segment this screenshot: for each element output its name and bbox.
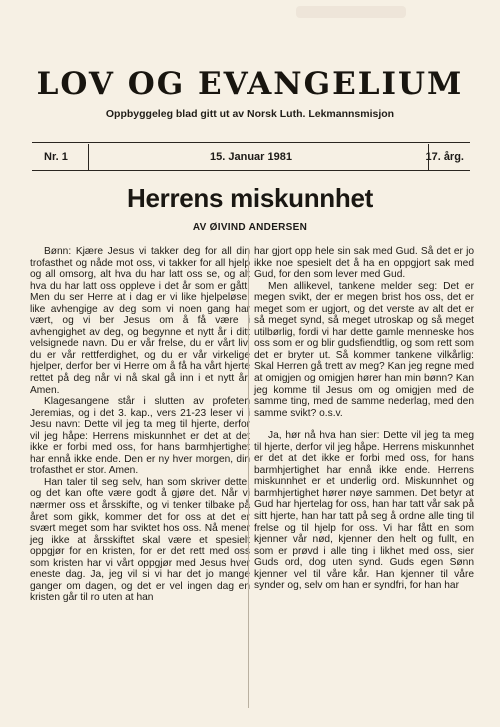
- article-byline: AV ØIVIND ANDERSEN: [192, 222, 308, 233]
- article-title: Herrens miskunnhet: [126, 183, 373, 213]
- article-paragraph: Han taler til seg selv, han som skriver dette, og det kan ofte være godt å gjøre det. Når vi nærmer oss et årsskifte, og vi tenker tilbake på året som gikk, kommer det for oss at det er svært meget som har sviktet hos oss. Nå mener jeg ikke at årsskiftet skal være et spesielt oppgjør for en kristen, for er det rett med oss som kristen har vi vårt oppgjør med Jesus hver eneste dag. Ja, jeg vil si vi har det jo mange ganger om dagen, og det er vel ingen dag en kristen går til ro uten at han: [30, 476, 250, 604]
- article-column-right: [254, 246, 474, 592]
- article-paragraph: Men allikevel, tankene melder seg: Det er megen svikt, der er megen brist hos oss, det er meget som er ugjort, og det verste av alt det er så meget synd, så meget utroskap og så meget utilbørlig, fordi vi har dette gamle menneske hos oss som er og blir gudsfiendtlig, og som rett som det er bryter ut. Så kommer tankene vilkårlig: Skal Herren gå trett av meg? Kan jeg regne med at omigjen og omigjen hører han min bønn? Kan jeg komme til Jesus om og omigjen med de samme ting, med de samme nederlag, med den samme svikt? o.s.v.: [254, 280, 474, 419]
- issue-date: 15. Januar 1981: [210, 151, 292, 163]
- issue-bar-top-rule: [32, 142, 470, 143]
- article-paragraph: Bønn: Kjære Jesus vi takker deg for all din trofasthet og nåde mot oss, vi takker for all hjelp og all omsorg, alt hva du har latt oss se, og alt hva du har latt oss oppleve i det år som er gått. Men du ser Herre at i dag er vi like hjelpeløse, like avhengige av deg som vi noen gang har vært, og vi ber Jesus om å få være i avhengighet av deg, og begynne et nytt år i ditt velsignede navn. Du er vår frelse, du er vårt liv, du er vår rettferdighet, og du er vår virkelige hjelper, derfor ber vi Herre om å få ha vårt hjerte rettet på deg når vi nå skal gå inn i et nytt år. Amen.: [30, 246, 250, 396]
- article-paragraph: Klagesangene står i slutten av profeten Jeremias, og i det 3. kap., vers 21-23 leser vi i Jesu navn: Dette vil jeg ta meg til hjerte, derfor vil jeg håpe: Herrens miskunnhet er det at det ikke er forbi med oss, for hans barmhjertighet har ennå ikke ende. Den er ny hver morgen, din trofasthet er stor. Amen.: [30, 396, 250, 477]
- issue-volume: 17. årg.: [425, 151, 464, 163]
- print-smudge: [296, 6, 406, 18]
- column-divider: [248, 248, 249, 708]
- article-paragraph: har gjort opp hele sin sak med Gud. Så det er jo ikke noe spesielt det å ha en oppgjort sak med Gud, for den som lever med Gud.: [254, 246, 474, 281]
- issue-bar-bottom-rule: [32, 170, 470, 171]
- issue-bar: [32, 144, 470, 170]
- article-paragraph: Ja, hør nå hva han sier: Dette vil jeg ta meg til hjerte, derfor vil jeg håpe. Herrens miskunnhet er det at det ikke er forbi med oss, for hans barmhjertighet har ennå ikke ende. Herrens miskunnhet er et underlig ord. Miskunnhet og barmhjertighet hører nøye sammen. Det betyr at Gud har hjertelag for oss, han har tatt vår sak på sitt hjerte, han har tatt på seg å ordne alle ting til frelse og til hjelp for oss. Vi har fått en som kjenner vår nød, kjenner den helt og fullt, en som er prøvd i alle ting i likhet med oss, sier Guds ord, dog uten synd. Guds egen Sønn kjenner vel til våre kår. Han kjenner til våre synder og, selv om han er syndfri, for han har: [254, 430, 474, 592]
- article-column-left: [30, 246, 250, 604]
- masthead-title: LOV OG EVANGELIUM: [36, 66, 464, 102]
- masthead-subtitle: Oppbyggeleg blad gitt ut av Norsk Luth. Lekmannsmisjon: [105, 108, 395, 120]
- issue-number: Nr. 1: [44, 151, 68, 163]
